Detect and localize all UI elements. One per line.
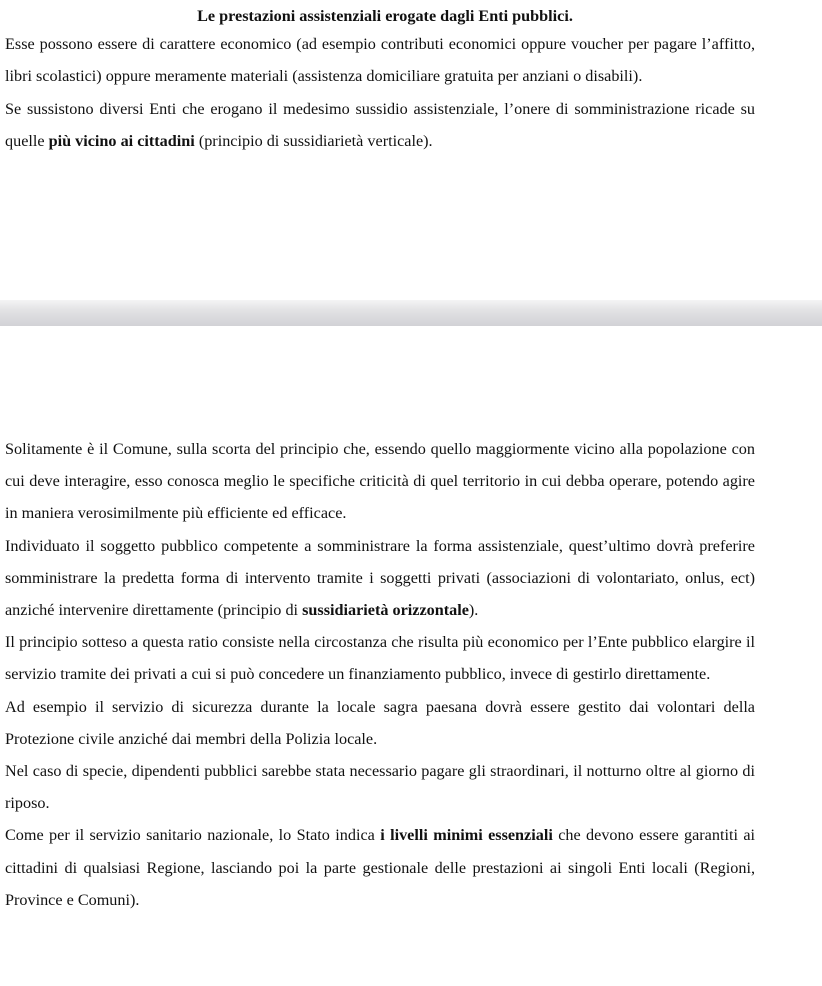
paragraph-text: Individuato il soggetto pubblico competente a somministrare la forma assistenziale, quest’ultimo dovrà preferire somministrare la predetta forma di intervento tramite i soggetti privati (associazioni di volontariato, onlus, ect) anziché intervenire direttamente (principio di [5,536,755,620]
paragraph-ratio: Il principio sotteso a questa ratio consiste nella circostanza che risulta più economico per l’Ente pubblico elargire il servizio tramite dei privati a cui si può concedere un finanziamento pubblico, invece di gestirlo direttamente. [5,633,755,684]
paragraph-sussidiarieta-verticale [5,93,755,158]
page-title [0,5,770,27]
page-1-body [5,28,755,158]
page-separator [0,300,822,326]
paragraph-text: (principio di sussidiarietà verticale). [194,132,433,151]
paragraph-sussidiarieta-orizzontale [5,530,755,627]
document-page-2 [0,326,822,986]
page-2-body [5,433,755,916]
paragraph-comune: Solitamente è il Comune, sulla scorta del principio che, essendo quello maggiormente vicino alla popolazione con cui deve interagire, esso conosca meglio le specifiche criticità di quel territorio in cui debba operare, potendo agire in maniera verosimilmente più efficiente ed efficace. [5,440,755,523]
paragraph-text: ). [468,601,479,620]
paragraph-livelli-minimi [5,819,755,916]
paragraph-text: Come per il servizio sanitario nazionale, lo Stato indica [5,826,381,845]
bold-phrase: più vicino ai cittadini [48,132,195,151]
bold-phrase: i livelli minimi essenziali [380,826,553,845]
paragraph-prestazioni-tipo: Esse possono essere di carattere economico (ad esempio contributi economici oppure voucher per pagare l’affitto, libri scolastici) oppure meramente materiali (assistenza domiciliare gratuita per anziani o disabili). [5,35,755,86]
paragraph-esempio-sagra: Ad esempio il servizio di sicurezza durante la locale sagra paesana dovrà essere gestito dai volontari della Protezione civile anziché dai membri della Polizia locale. [5,697,755,748]
paragraph-caso-specie: Nel caso di specie, dipendenti pubblici sarebbe stata necessario pagare gli straordinari, il notturno oltre al giorno di riposo. [5,762,755,813]
paragraph-text: Se sussistono diversi Enti che erogano il medesimo sussidio assistenziale, l’onere di somministrazione ricade su quelle [5,99,755,151]
document-page-1 [0,0,822,300]
page-title-period: . [568,7,573,25]
bold-phrase: sussidiarietà orizzontale [302,601,469,620]
page-title-text: Le prestazioni assistenziali erogate dagli Enti pubblici [197,7,569,25]
paragraph-text: che devono essere garantiti ai cittadini di qualsiasi Regione, lasciando poi la parte gestionale delle prestazioni ai singoli Enti locali (Regioni, Province e Comuni). [5,826,756,909]
